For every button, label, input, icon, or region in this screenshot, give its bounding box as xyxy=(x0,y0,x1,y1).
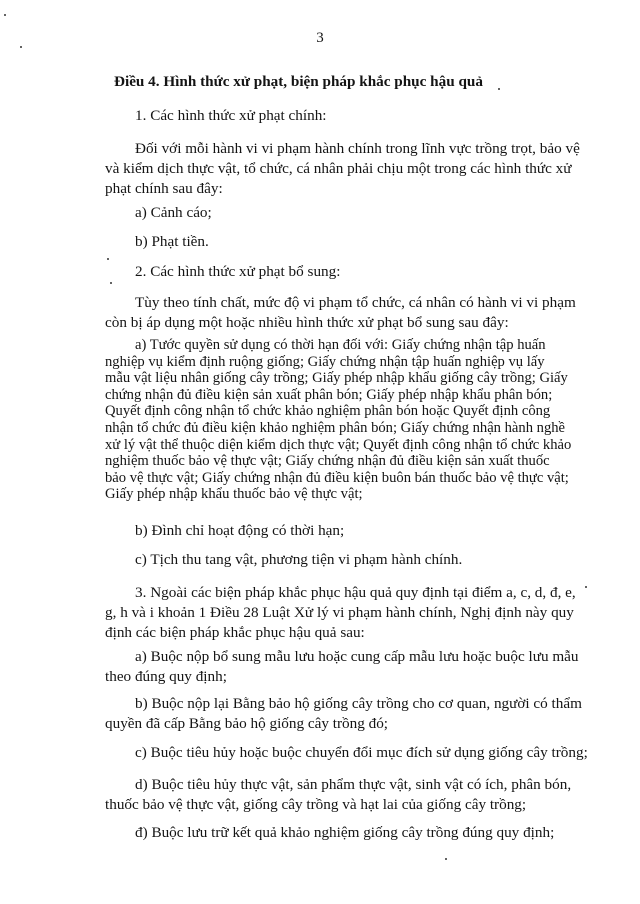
clause-1-title: 1. Các hình thức xử phạt chính: xyxy=(135,107,327,124)
point-warning: a) Cảnh cáo; xyxy=(135,204,212,221)
point-fine: b) Phạt tiền. xyxy=(135,233,209,250)
text-line: mẫu vật liệu nhân giống cây trồng; Giấy phép nhập khẩu giống cây trồng; Giấy xyxy=(105,370,568,387)
text-line: phạt chính sau đây: xyxy=(105,180,223,197)
text-line: 3. Ngoài các biện pháp khắc phục hậu quả quy định tại điểm a, c, d, đ, e, xyxy=(135,584,576,601)
scan-speck xyxy=(4,14,6,16)
text-line: nghiệm thuốc bảo vệ thực vật; Giấy chứng nhận đủ điều kiện sản xuất thuốc xyxy=(105,453,550,470)
text-line: b) Buộc nộp lại Bằng bảo hộ giống cây trồng cho cơ quan, người có thẩm xyxy=(135,695,582,712)
scan-speck xyxy=(20,46,22,48)
point-suspend: b) Đình chỉ hoạt động có thời hạn; xyxy=(135,522,345,539)
text-line: và kiểm dịch thực vật, tổ chức, cá nhân phải chịu một trong các hình thức xử xyxy=(105,160,572,177)
text-line: a) Tước quyền sử dụng có thời hạn đối với: Giấy chứng nhận tập huấn xyxy=(135,337,546,353)
text-line: còn bị áp dụng một hoặc nhiều hình thức xử phạt bổ sung sau đây: xyxy=(105,314,509,331)
text-line: Giấy phép nhập khẩu thuốc bảo vệ thực vật; xyxy=(105,486,363,503)
remedy-b xyxy=(105,694,582,734)
scan-speck xyxy=(107,258,109,260)
text-line: Đối với mỗi hành vi vi phạm hành chính trong lĩnh vực trồng trọt, bảo vệ xyxy=(135,140,580,157)
remedy-dd: đ) Buộc lưu trữ kết quả khảo nghiệm giống cây trồng đúng quy định; xyxy=(135,824,555,841)
point-confiscate: c) Tịch thu tang vật, phương tiện vi phạm hành chính. xyxy=(135,551,463,568)
text-line: xử lý vật thể thuộc diện kiểm dịch thực vật; Quyết định công nhận tổ chức khảo xyxy=(105,436,572,453)
text-line: nhận tổ chức đủ điều kiện khảo nghiệm phân bón; Giấy chứng nhận hành nghề xyxy=(105,419,566,436)
text-line: g, h và i khoản 1 Điều 28 Luật Xử lý vi phạm hành chính, Nghị định này quy xyxy=(105,604,574,621)
page-number: 3 xyxy=(316,30,324,46)
text-line: Quyết định công nhận tổ chức khảo nghiệm phân bón hoặc Quyết định công xyxy=(105,403,551,420)
text-line: bảo vệ thực vật; Giấy chứng nhận đủ điều kiện buôn bán thuốc bảo vệ thực vật; xyxy=(105,469,569,486)
text-line: d) Buộc tiêu hủy thực vật, sản phẩm thực vật, sinh vật có ích, phân bón, xyxy=(135,776,572,793)
text-line: quyền đã cấp Bằng bảo hộ giống cây trồng đó; xyxy=(105,715,389,732)
clause-2-title: 2. Các hình thức xử phạt bổ sung: xyxy=(135,263,341,280)
clause-2-intro xyxy=(105,293,576,333)
scan-speck xyxy=(585,586,587,588)
scan-speck xyxy=(498,88,500,90)
point-revoke-licenses xyxy=(105,337,571,503)
text-line: định các biện pháp khắc phục hậu quả sau: xyxy=(105,624,365,641)
text-line: theo đúng quy định; xyxy=(105,668,227,685)
text-line: chứng nhận đủ điều kiện sản xuất phân bón; Giấy phép nhập khẩu phân bón; xyxy=(105,386,553,403)
article-heading: Điều 4. Hình thức xử phạt, biện pháp khắc phục hậu quả xyxy=(114,73,483,90)
scan-speck xyxy=(110,282,112,284)
text-line: a) Buộc nộp bổ sung mẫu lưu hoặc cung cấp mẫu lưu hoặc buộc lưu mẫu xyxy=(135,648,579,665)
text-line: nghiệp vụ kiểm định ruộng giống; Giấy chứng nhận tập huấn nghiệp vụ lấy xyxy=(105,353,545,370)
clause-1-intro xyxy=(105,139,580,199)
clause-3-intro xyxy=(105,583,576,643)
remedy-d xyxy=(105,775,571,815)
text-line: Tùy theo tính chất, mức độ vi phạm tổ chức, cá nhân có hành vi vi phạm xyxy=(135,294,576,311)
remedy-a xyxy=(105,647,579,687)
scan-speck xyxy=(445,858,447,860)
remedy-c: c) Buộc tiêu hủy hoặc buộc chuyển đổi mục đích sử dụng giống cây trồng; xyxy=(135,744,588,761)
text-line: thuốc bảo vệ thực vật, giống cây trồng và hạt lai của giống cây trồng; xyxy=(105,796,527,813)
